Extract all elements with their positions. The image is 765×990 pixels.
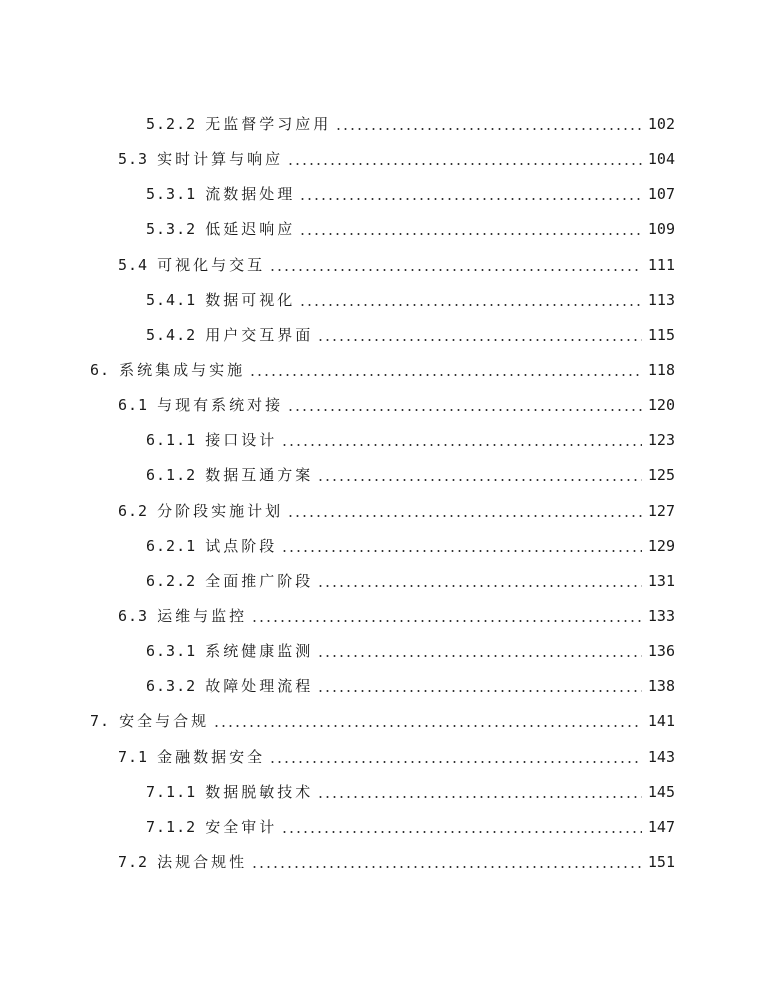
toc-leader-dots bbox=[281, 831, 642, 833]
toc-entry[interactable] bbox=[146, 780, 675, 804]
toc-entry-number: 5.4.1 bbox=[146, 291, 197, 309]
toc-leader-dots bbox=[317, 655, 642, 657]
toc-entry-title: 数据可视化 bbox=[205, 291, 296, 309]
toc-entry-page: 138 bbox=[647, 677, 675, 695]
toc-entry-title: 可视化与交互 bbox=[157, 256, 266, 274]
toc-entry-title: 安全审计 bbox=[205, 818, 278, 836]
toc-entry-title: 实时计算与响应 bbox=[157, 150, 284, 168]
toc-leader-dots bbox=[335, 128, 642, 130]
toc-entry[interactable] bbox=[118, 147, 675, 171]
toc-entry-page: 118 bbox=[647, 361, 675, 379]
toc-entry[interactable] bbox=[118, 850, 675, 874]
toc-leader-dots bbox=[287, 515, 642, 517]
toc-entry-title: 接口设计 bbox=[205, 431, 278, 449]
toc-entry-page: 151 bbox=[647, 853, 675, 871]
toc-entry-title: 试点阶段 bbox=[205, 537, 278, 555]
toc-entry-title: 全面推广阶段 bbox=[205, 572, 314, 590]
toc-leader-dots bbox=[317, 796, 642, 798]
toc-entry-page: 102 bbox=[647, 115, 675, 133]
toc-entry-number: 6.3.2 bbox=[146, 677, 197, 695]
toc-entry-page: 113 bbox=[647, 291, 675, 309]
toc-entry-page: 136 bbox=[647, 642, 675, 660]
toc-entry-page: 145 bbox=[647, 783, 675, 801]
toc-entry[interactable] bbox=[146, 217, 675, 241]
toc-leader-dots bbox=[281, 444, 642, 446]
toc-entry-page: 125 bbox=[647, 466, 675, 484]
toc-leader-dots bbox=[213, 725, 642, 727]
toc-entry-number: 6. bbox=[90, 361, 111, 379]
toc-entry[interactable] bbox=[146, 428, 675, 452]
toc-entry-page: 141 bbox=[647, 712, 675, 730]
toc-entry-title: 数据互通方案 bbox=[205, 466, 314, 484]
toc-entry-page: 120 bbox=[647, 396, 675, 414]
toc-entry-title: 金融数据安全 bbox=[157, 748, 266, 766]
toc-entry-title: 数据脱敏技术 bbox=[205, 783, 314, 801]
toc-entry-number: 5.2.2 bbox=[146, 115, 197, 133]
toc-entry-page: 123 bbox=[647, 431, 675, 449]
toc-entry-page: 129 bbox=[647, 537, 675, 555]
toc-leader-dots bbox=[269, 761, 642, 763]
toc-entry-number: 5.4 bbox=[118, 256, 149, 274]
toc-entry-title: 用户交互界面 bbox=[205, 326, 314, 344]
toc-leader-dots bbox=[317, 585, 642, 587]
toc-entry-page: 133 bbox=[647, 607, 675, 625]
toc-entry[interactable] bbox=[118, 393, 675, 417]
toc-entry[interactable] bbox=[146, 182, 675, 206]
toc-entry-page: 111 bbox=[647, 256, 675, 274]
toc-entry-number: 7.1 bbox=[118, 748, 149, 766]
toc-entry[interactable] bbox=[146, 323, 675, 347]
toc-entry-number: 7.1.1 bbox=[146, 783, 197, 801]
toc-leader-dots bbox=[287, 409, 642, 411]
toc-entry-number: 6.2.2 bbox=[146, 572, 197, 590]
toc-leader-dots bbox=[251, 866, 642, 868]
toc-leader-dots bbox=[251, 620, 642, 622]
toc-entry-title: 系统集成与实施 bbox=[119, 361, 246, 379]
toc-entry-title: 分阶段实施计划 bbox=[157, 502, 284, 520]
toc-entry-title: 故障处理流程 bbox=[205, 677, 314, 695]
toc-entry-number: 7.1.2 bbox=[146, 818, 197, 836]
toc-entry-title: 系统健康监测 bbox=[205, 642, 314, 660]
toc-entry-page: 109 bbox=[647, 220, 675, 238]
toc-entry-title: 与现有系统对接 bbox=[157, 396, 284, 414]
toc-leader-dots bbox=[317, 690, 642, 692]
toc-leader-dots bbox=[317, 339, 642, 341]
toc-leader-dots bbox=[249, 374, 642, 376]
toc-entry[interactable] bbox=[90, 358, 675, 382]
toc-leader-dots bbox=[269, 269, 642, 271]
toc-leader-dots bbox=[299, 304, 642, 306]
toc-entry-title: 无监督学习应用 bbox=[205, 115, 332, 133]
toc-leader-dots bbox=[299, 233, 642, 235]
toc-entry-number: 5.3.1 bbox=[146, 185, 197, 203]
toc-entry-title: 运维与监控 bbox=[157, 607, 248, 625]
toc-entry[interactable] bbox=[118, 253, 675, 277]
toc-entry-number: 5.3.2 bbox=[146, 220, 197, 238]
toc-entry[interactable] bbox=[146, 288, 675, 312]
toc-entry-title: 法规合规性 bbox=[157, 853, 248, 871]
toc-entry-page: 131 bbox=[647, 572, 675, 590]
toc-entry-number: 6.1.2 bbox=[146, 466, 197, 484]
toc-entry-number: 6.1 bbox=[118, 396, 149, 414]
toc-entry-number: 6.3 bbox=[118, 607, 149, 625]
toc-entry[interactable] bbox=[146, 463, 675, 487]
toc-leader-dots bbox=[317, 479, 642, 481]
toc-entry-page: 115 bbox=[647, 326, 675, 344]
toc-entry-number: 7.2 bbox=[118, 853, 149, 871]
toc-entry-title: 安全与合规 bbox=[119, 712, 210, 730]
toc-leader-dots bbox=[281, 550, 642, 552]
toc-entry[interactable] bbox=[146, 569, 675, 593]
toc-entry-title: 流数据处理 bbox=[205, 185, 296, 203]
toc-entry-number: 6.3.1 bbox=[146, 642, 197, 660]
toc-entry[interactable] bbox=[146, 674, 675, 698]
toc-entry[interactable] bbox=[118, 745, 675, 769]
toc-entry-page: 104 bbox=[647, 150, 675, 168]
toc-entry-page: 107 bbox=[647, 185, 675, 203]
toc-entry[interactable] bbox=[146, 112, 675, 136]
toc-entry-number: 7. bbox=[90, 712, 111, 730]
toc-entry[interactable] bbox=[118, 499, 675, 523]
toc-entry-title: 低延迟响应 bbox=[205, 220, 296, 238]
toc-entry[interactable] bbox=[146, 815, 675, 839]
toc-entry[interactable] bbox=[146, 639, 675, 663]
toc-entry[interactable] bbox=[146, 534, 675, 558]
toc-entry-number: 6.1.1 bbox=[146, 431, 197, 449]
toc-entry-page: 147 bbox=[647, 818, 675, 836]
toc-entry-number: 5.3 bbox=[118, 150, 149, 168]
toc-entry-number: 6.2 bbox=[118, 502, 149, 520]
toc-entry-page: 127 bbox=[647, 502, 675, 520]
toc-entry-page: 143 bbox=[647, 748, 675, 766]
toc-entry[interactable] bbox=[90, 709, 675, 733]
toc-entry-number: 5.4.2 bbox=[146, 326, 197, 344]
toc-entry[interactable] bbox=[118, 604, 675, 628]
toc-entry-number: 6.2.1 bbox=[146, 537, 197, 555]
toc-leader-dots bbox=[299, 198, 642, 200]
toc-leader-dots bbox=[287, 163, 642, 165]
